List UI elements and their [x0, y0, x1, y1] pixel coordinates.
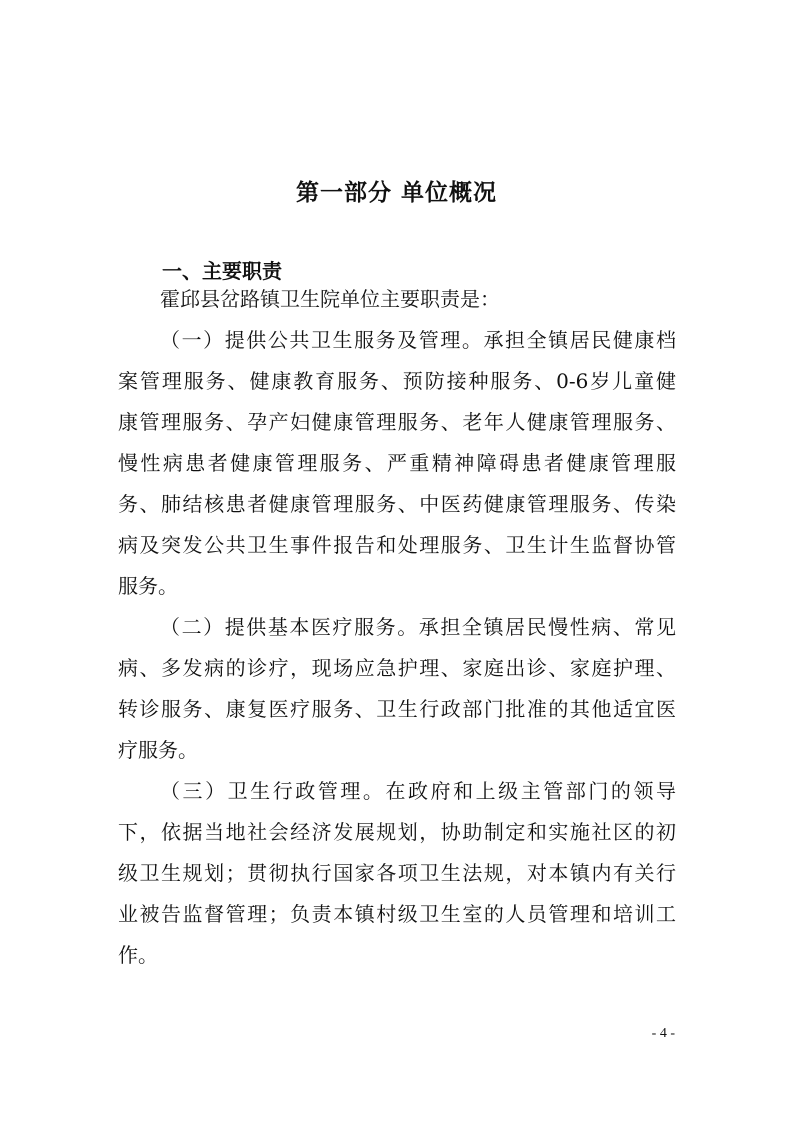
paragraph-3-line-3: 级卫生规划；贯彻执行国家各项卫生法规，对本镇内有关行	[118, 861, 676, 885]
paragraph-1-line-7: 服务。	[118, 574, 178, 598]
paragraph-3-line-2: 下，依据当地社会经济发展规划，协助制定和实施社区的初	[118, 820, 676, 844]
paragraph-2-line-2: 病、多发病的诊疗，现场应急护理、家庭出诊、家庭护理、	[118, 656, 676, 680]
paragraph-1-line-5: 务、肺结核患者健康管理服务、中医药健康管理服务、传染	[118, 492, 676, 516]
paragraph-2-line-3: 转诊服务、康复医疗服务、卫生行政部门批准的其他适宜医	[118, 697, 676, 721]
intro-line: 霍邱县岔路镇卫生院单位主要职责是：	[160, 287, 500, 311]
page-number: - 4 -	[651, 1026, 675, 1041]
page-title: 第一部分 单位概况	[295, 180, 497, 206]
paragraph-3-line-5: 作。	[118, 943, 158, 967]
section-heading: 一、主要职责	[162, 259, 282, 283]
paragraph-1-line-1: （一）提供公共卫生服务及管理。承担全镇居民健康档	[160, 328, 676, 352]
paragraph-1-line-3: 康管理服务、孕产妇健康管理服务、老年人健康管理服务、	[118, 410, 676, 434]
paragraph-1-line-4: 慢性病患者健康管理服务、严重精神障碍患者健康管理服	[118, 451, 676, 475]
paragraph-2-line-4: 疗服务。	[118, 738, 198, 762]
paragraph-2-line-1: （二）提供基本医疗服务。承担全镇居民慢性病、常见	[160, 615, 676, 639]
paragraph-3-line-1: （三）卫生行政管理。在政府和上级主管部门的领导	[160, 779, 676, 803]
paragraph-1-line-6: 病及突发公共卫生事件报告和处理服务、卫生计生监督协管	[118, 533, 676, 557]
paragraph-1-line-2: 案管理服务、健康教育服务、预防接种服务、0-6岁儿童健	[118, 369, 676, 393]
paragraph-3-line-4: 业被告监督管理；负责本镇村级卫生室的人员管理和培训工	[118, 902, 676, 926]
